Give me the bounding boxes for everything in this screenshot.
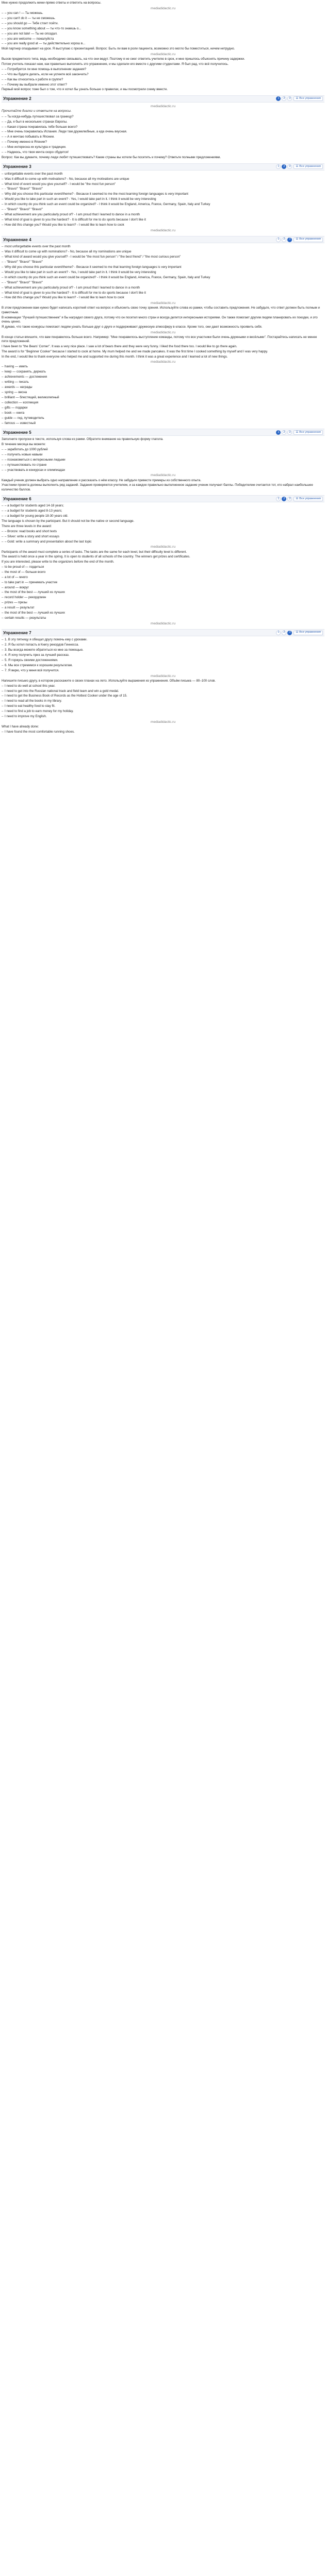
- vocab-item: – spring — весна: [2, 391, 324, 395]
- page-button-2[interactable]: 2: [282, 497, 286, 501]
- vocab-list: [2, 365, 324, 426]
- vocab-item: – guide — гид, путеводитель: [2, 416, 324, 421]
- pager: [276, 430, 292, 435]
- page-button-2[interactable]: 2: [282, 430, 286, 435]
- list-item: – – Да, я был в нескольких странах Европы.: [2, 120, 324, 125]
- list-item: – – you can ! — Ты можешь.: [2, 11, 324, 16]
- list-item: – I need to get the Business Book of Records as the Hottest Cooker under the age of 15.: [2, 694, 324, 699]
- list-item: – - "Bravo!" "Bravo!" "Bravo!": [2, 281, 324, 285]
- list-item: – What achievement are you particularly proud of? - I am proud that I learned to dance in a month: [2, 286, 324, 291]
- list-item: – What kind of award would you give yourself? - I would be "the most fun person" / "the best friend" / "the most curious person": [2, 255, 324, 260]
- list-item: – I need to do well at school this year.: [2, 684, 324, 689]
- list-item: – – Gold: write a summary and presentation about the last topic: [2, 540, 324, 545]
- list-item: – 1. В эту пятницу я обещал другу помочь ему с уроками.: [2, 638, 324, 642]
- list-item: – – Мне интересна их культура и традиции.: [2, 145, 324, 150]
- vocab-item: – certain results — результаты: [2, 616, 324, 621]
- exercise-task: Прочитайте диалог и ответьте на вопросы.: [2, 109, 72, 113]
- pager: [276, 164, 292, 169]
- list-item: – – Как вы относитесь к работе в группе?: [2, 78, 324, 82]
- page-button-1[interactable]: 1: [276, 631, 281, 635]
- paragraph: Participants of the award must complete a series of tasks. The tasks are the same for each level, but their difficulty level is different.: [2, 550, 187, 554]
- list-item: – – you are really good at — ты действительно хорош в...: [2, 42, 324, 46]
- vocab-item: – brilliant — блестящий, великолепный: [2, 396, 324, 400]
- all-exercises-label: Все упражнения: [299, 238, 321, 241]
- list-item: – – you should go — Тебе стоит пойти.: [2, 22, 324, 26]
- list-item: – – получить новые навыки: [2, 453, 324, 457]
- all-exercises-button[interactable]: [294, 164, 323, 169]
- page-button-1[interactable]: 1: [276, 96, 281, 101]
- list-item: – – познакомиться с интересными людьми: [2, 458, 324, 463]
- ex5-lines: [2, 448, 324, 472]
- all-exercises-label: Все упражнения: [299, 631, 321, 634]
- paragraph: I have been to "the Bears' Corner". It was a very nice place. I saw a lot of bears there and they were very funny. I liked the food there too. I would like to go there again.: [2, 345, 237, 349]
- list-item: – What kind of goal is given to you the hardest? - It is difficult for me to do sports because I don't like it: [2, 291, 324, 296]
- list-item: – – you are not late! — Ты не опоздал.: [2, 32, 324, 37]
- list-item: – – А я мечтаю побывать в Японии.: [2, 135, 324, 140]
- list-icon: ☰: [296, 631, 299, 634]
- list-item: – How did this change you? Would you like to learn? - I would like to learn how to cook: [2, 296, 324, 300]
- exercise-tools: [276, 96, 323, 101]
- vocab-item: – to be proud of — гордиться: [2, 565, 324, 570]
- list-item: – – Bronze: read books and short texts: [2, 530, 324, 534]
- vocab-item: – gifts — подарки: [2, 406, 324, 411]
- list-item: – In which country do you think such an event could be organized? - I think it would be England, America, France, Germany, Spain, Italy and Turkey: [2, 276, 324, 280]
- list-item: – – a budget for young people 18-30 years old.: [2, 514, 324, 519]
- list-item: – – you know something about — ты что-то знаешь о...: [2, 27, 324, 31]
- intro-text: Мне нужно продолжить мини-прямо ответы и ответить на вопросы.: [2, 1, 102, 5]
- ex7-lines-b: [2, 684, 324, 719]
- vocab-item: – a lot of — много: [2, 575, 324, 580]
- list-item: – – заработать до 1000 рублей: [2, 448, 324, 452]
- vocab-item: – having — иметь: [2, 365, 324, 369]
- watermark: mediadidactic.ru: [150, 622, 175, 626]
- list-item: – - "Bravo!" "Bravo!" "Bravo!": [2, 187, 324, 192]
- paragraph: Участники проекта должны выполнить ряд заданий. Задания проверяются учителем, и за каждое правильно выполненное задание ученик получает баллы. Победителем считается тот, кто набрал наибольшее количество баллов.: [2, 483, 313, 492]
- page-button-2[interactable]: 2: [282, 164, 286, 169]
- all-exercises-button[interactable]: [294, 430, 323, 435]
- page-button-3[interactable]: 3: [287, 238, 292, 242]
- page-button-1[interactable]: 1: [276, 430, 281, 435]
- page-button-2[interactable]: 2: [282, 238, 286, 242]
- vocab-item: – achievements — достижения: [2, 375, 324, 380]
- watermark: mediadidactic.ru: [150, 53, 175, 57]
- ex7-lines: [2, 638, 324, 673]
- paragraph: Мой партнер опаздывает на урок. Я выступаю с презентацией. Вопрос: Быть ли вам в роли пациента, возможно это могло бы поместиться, ничем нетрудно.: [2, 47, 235, 51]
- paragraph: Потом учитель показал нам, как правильно выполнять это упражнение, и мы сделали его вместе с другими студентами. Я был рад, что всё получилось.: [2, 62, 229, 66]
- paragraph: В номинации "Лучший путешественник" я бы наградил своего друга, потому что он посетил много стран и всегда делится интересными историями. Он также помогает другим людям планировать их поездки, и это очень ценно.: [2, 315, 318, 324]
- list-item: – What kind of goal is given to you the hardest? - It is difficult for me to do sports because I don't like it: [2, 218, 324, 223]
- all-exercises-button[interactable]: [294, 631, 323, 635]
- page-button-3[interactable]: 3: [287, 96, 292, 101]
- exercise-6-header: [2, 495, 324, 502]
- vocab-item: – to take part in — принимать участие: [2, 581, 324, 585]
- exercise-tools: [276, 497, 323, 501]
- paragraph: The award is for "Beginner Cooker" because I started to cook at home. My mum helped me and we made pancakes. It was the first time I cooked something by myself and I was very happy.: [2, 349, 268, 353]
- exercise-4-header: [2, 236, 324, 243]
- exercise-title: Упражнение 7: [3, 630, 31, 635]
- watermark: mediadidactic.ru: [150, 720, 175, 724]
- list-item: – 4. Я хочу получить приз за лучший рассказ.: [2, 653, 324, 658]
- list-item: – Would you like to take part in such an event? - Yes, I would take part in it. I think it would be very interesting: [2, 270, 324, 275]
- pager: [276, 497, 292, 501]
- list-item: – 3. Вы всегда можете обратиться ко мне за помощью.: [2, 648, 324, 653]
- watermark: mediadidactic.ru: [150, 6, 175, 10]
- watermark: mediadidactic.ru: [150, 674, 175, 678]
- list-item: – – Ты когда-нибудь путешествовал за границу?: [2, 115, 324, 120]
- exercise-title: Упражнение 6: [3, 496, 31, 501]
- ex3-lines: [2, 172, 324, 228]
- ex6-lines-b: [2, 530, 324, 544]
- list-item: – How did this change you? Would you like to learn? - I would like to learn how to cook: [2, 223, 324, 228]
- list-item: – 5. Я горжусь своими достижениями.: [2, 658, 324, 663]
- list-item: – – Мне очень понравилась Испания. Люди там дружелюбные, а еда очень вкусная.: [2, 130, 324, 134]
- exercise-tools: [276, 631, 323, 635]
- list-item: – – Что вы будете делать, если не успеете всё закончить?: [2, 73, 324, 77]
- vocab-item: – record holder — рекордсмен: [2, 596, 324, 600]
- list-item: – Why did you choose this particular event/theme? - Because it seemed to me the most learning foreign languages is very important: [2, 192, 324, 197]
- list-item: – – Почему именно в Японии?: [2, 140, 324, 145]
- list-icon: ☰: [296, 164, 299, 168]
- exercise-tools: [276, 430, 323, 435]
- vocab-item: – around — вокруг: [2, 586, 324, 590]
- watermark: mediadidactic.ru: [150, 104, 175, 108]
- exercise-title: Упражнение 3: [3, 164, 31, 170]
- list-item: – 7. Я верю, что у меня всё получится.: [2, 669, 324, 673]
- list-item: – Why did you choose this particular event/theme? - Because it seemed to me that learning foreign languages is very important: [2, 265, 324, 270]
- all-exercises-label: Все упражнения: [299, 430, 321, 434]
- page-button-3[interactable]: 3: [287, 164, 292, 169]
- list-item: – – you can't do it — ты не сможешь.: [2, 16, 324, 21]
- pager: [276, 631, 292, 635]
- exercise-tools: [276, 164, 323, 169]
- list-item: – 6. Мы все стремимся к хорошим результатам.: [2, 664, 324, 668]
- list-item: – I need to get into the Russian national track and field team and win a gold medal.: [2, 689, 324, 694]
- list-item: – – Почему вы выбрали именно этот ответ?: [2, 83, 324, 88]
- list-item: – – you are welcome — пожалуйста: [2, 37, 324, 42]
- paragraph: There are three levels in the award:: [2, 524, 52, 528]
- list-item: – - "Bravo!" "Bravo!" "Bravo!": [2, 260, 324, 265]
- watermark: mediadidactic.ru: [150, 330, 175, 334]
- page-button-1[interactable]: 1: [276, 238, 281, 242]
- list-item: – – Потребуется ли мне помощь в выполнении задания?: [2, 67, 324, 72]
- pager: [276, 96, 292, 101]
- paragraph: В конце статьи впишите, что вам понравилось больше всего. Например: "Мне понравилось выступление команды, потому что все участники были очень дружными и весёлыми". Постарайтесь написать не менее пяти предложений.: [2, 335, 317, 344]
- pager: [276, 238, 292, 242]
- all-exercises-label: Все упражнения: [299, 497, 321, 500]
- watermark: mediadidactic.ru: [150, 301, 175, 306]
- page-button-3[interactable]: 3: [287, 497, 292, 501]
- paragraph: Заполните пропуски в тексте, используя слова из рамки. Обратите внимание на правильную форму глагола.: [2, 437, 164, 442]
- paragraph: Каждый ученик должен выбрать одно направление и рассказать о нём классу. Не забудьте привести примеры из собственного опыта.: [2, 478, 202, 482]
- list-item: – I need to improve my English.: [2, 715, 324, 719]
- list-item: – – Какая страна понравилась тебе больше всего?: [2, 125, 324, 130]
- list-item: – In which country do you think such an event could be organized? - I think it would be England, America, France, Germany, Spain, Italy and Turkey: [2, 202, 324, 207]
- vocab-item: – the most of the best — лучший из лучших: [2, 611, 324, 616]
- list-item: – – a budget for students aged 8-13 years;: [2, 509, 324, 514]
- ex6-lines: [2, 504, 324, 518]
- paragraph: Напишите письмо другу, в котором расскажите о своих планах на лето. Используйте выражения из упражнения. Объём письма — 80–100 слов.: [2, 679, 216, 683]
- vocab-item: – keep — сохранять, держать: [2, 370, 324, 375]
- all-exercises-label: Все упражнения: [299, 97, 321, 100]
- list-item: – – Silver: write a story and short essays: [2, 535, 324, 539]
- list-item: – I need to read all the books in my library.: [2, 699, 324, 704]
- all-exercises-button[interactable]: [294, 96, 323, 101]
- exercise-5-header: [2, 429, 324, 436]
- paragraph: If you are interested, please write to the organizers before the end of the month.: [2, 560, 115, 564]
- vocab-item: – collection — коллекция: [2, 401, 324, 405]
- ex7-lines-c: [2, 730, 324, 735]
- vocab-item: – famous — известный: [2, 421, 324, 426]
- page-button-3[interactable]: 3: [287, 430, 292, 435]
- ex1-lines-a: [2, 11, 324, 46]
- watermark: mediadidactic.ru: [150, 473, 175, 478]
- list-item: – Would you like to take part in such an event? - Yes, I would take part in it. I think it would be very interesting: [2, 197, 324, 202]
- list-item: – 2. Я бы хотел попасть в Книгу рекордов Гиннесса.: [2, 643, 324, 648]
- paragraph: In the end, I would like to thank everyone who helped me and supported me during this month. I think it was a great experience and I learned a lot of new things.: [2, 354, 228, 359]
- page-button-2[interactable]: 2: [282, 96, 286, 101]
- page-button-3[interactable]: 3: [287, 631, 292, 635]
- page-button-1[interactable]: 1: [276, 497, 281, 501]
- exercise-7-header: [2, 629, 324, 636]
- ex4-lines: [2, 245, 324, 300]
- paragraph: Я думаю, что такие конкурсы помогают людям узнать больше друг о друге и поддерживают дружескую атмосферу в классе. Кроме того, они дают возможность проявить себя.: [2, 325, 263, 329]
- exercise-3-header: [2, 163, 324, 171]
- list-item: – What achievement are you particularly proud of? - I am proud that I learned to dance in a month: [2, 213, 324, 217]
- ex1-lines-b: [2, 67, 324, 87]
- vocab-item: – the most of the best — лучший из лучших: [2, 590, 324, 595]
- vocab-item: – prizes — призы: [2, 601, 324, 605]
- list-item: – – a budget for students aged 14-18 years;: [2, 504, 324, 509]
- list-item: – What kind of event would you give yourself? - I would be "the most fun person": [2, 182, 324, 187]
- list-icon: ☰: [296, 238, 299, 241]
- ex2-lines: [2, 115, 324, 155]
- list-item: – Was it difficult to come up with nominations? - No, because all my nominations are unique: [2, 250, 324, 255]
- paragraph: Первый мой вопрос тоже был о том, что я хотел бы узнать больше о правилах, и мы посмотрели схему вместе.: [2, 88, 168, 92]
- list-item: – I need to find a job to earn money for my holiday.: [2, 709, 324, 714]
- all-exercises-button[interactable]: [294, 497, 323, 501]
- vocab-item: – writing — писать: [2, 380, 324, 385]
- paragraph: Вызов предметного типа, ведь необходимо связывать, на что они ведут. Поэтому я не смог ответить учителю в срок, и мне пришлось объяснять причину задержки.: [2, 57, 245, 61]
- list-item: – Was it difficult to come up with motivations? - No, because all my motivations are unique: [2, 177, 324, 182]
- vocab-item: – a result — результат: [2, 606, 324, 611]
- exercise-title: Упражнение 2: [3, 96, 31, 101]
- vocab-item: – the most of — больше всего: [2, 570, 324, 575]
- list-icon: ☰: [296, 497, 299, 500]
- ex6-vocab-list: [2, 565, 324, 621]
- list-item: – I need to eat healthy food to stay fit.: [2, 704, 324, 709]
- vocab-item: – book — книга: [2, 411, 324, 416]
- list-icon: ☰: [296, 97, 299, 100]
- exercise-2-header: [2, 95, 324, 103]
- watermark: mediadidactic.ru: [150, 545, 175, 549]
- paragraph: What I have already done:: [2, 725, 39, 729]
- paragraph: Вопрос: Как вы думаете, почему люди любят путешествовать? Какие страны вы хотели бы посетить и почему? Ответьте полными предложениями.: [2, 156, 221, 160]
- list-item: – – путешествовать по стране: [2, 463, 324, 468]
- exercise-title: Упражнение 5: [3, 430, 31, 435]
- list-item: – – участвовать в конкурсах и олимпиадах: [2, 468, 324, 473]
- watermark: mediadidactic.ru: [150, 360, 175, 364]
- paragraph: The language is chosen by the participant. But it should not be the native or second language.: [2, 519, 135, 523]
- list-item: – - "Bravo!" "Bravo!" "Bravo!": [2, 208, 324, 212]
- all-exercises-button[interactable]: [294, 238, 323, 242]
- paragraph: В течение месяца вы можете:: [2, 443, 46, 447]
- exercise-title: Упражнение 4: [3, 237, 31, 242]
- page-button-2[interactable]: 2: [282, 631, 286, 635]
- list-item: – most unforgettable events over the past month: [2, 245, 324, 249]
- paragraph: The award is held once a year in the spring. It is open to students of all schools of the country. The winners get prizes and certificates.: [2, 555, 190, 559]
- list-item: – I have found the most comfortable running shoes.: [2, 730, 324, 735]
- watermark: mediadidactic.ru: [150, 228, 175, 232]
- list-item: – unforgettable events over the past month: [2, 172, 324, 177]
- all-exercises-label: Все упражнения: [299, 164, 321, 168]
- paragraph: В этом предложении вам нужно будет написать короткий ответ на вопрос и объяснить свою точку зрения. Используйте слова из рамки, чтобы составить предложения. Не забудьте, что ответ должен быть полным и грамотным.: [2, 306, 320, 315]
- exercise-tools: [276, 238, 323, 242]
- list-item: – – Надеюсь, что твоя мечта скоро сбудется!: [2, 150, 324, 155]
- list-icon: ☰: [296, 430, 299, 434]
- page-button-1[interactable]: 1: [276, 164, 281, 169]
- vocab-item: – awards — награды: [2, 385, 324, 390]
